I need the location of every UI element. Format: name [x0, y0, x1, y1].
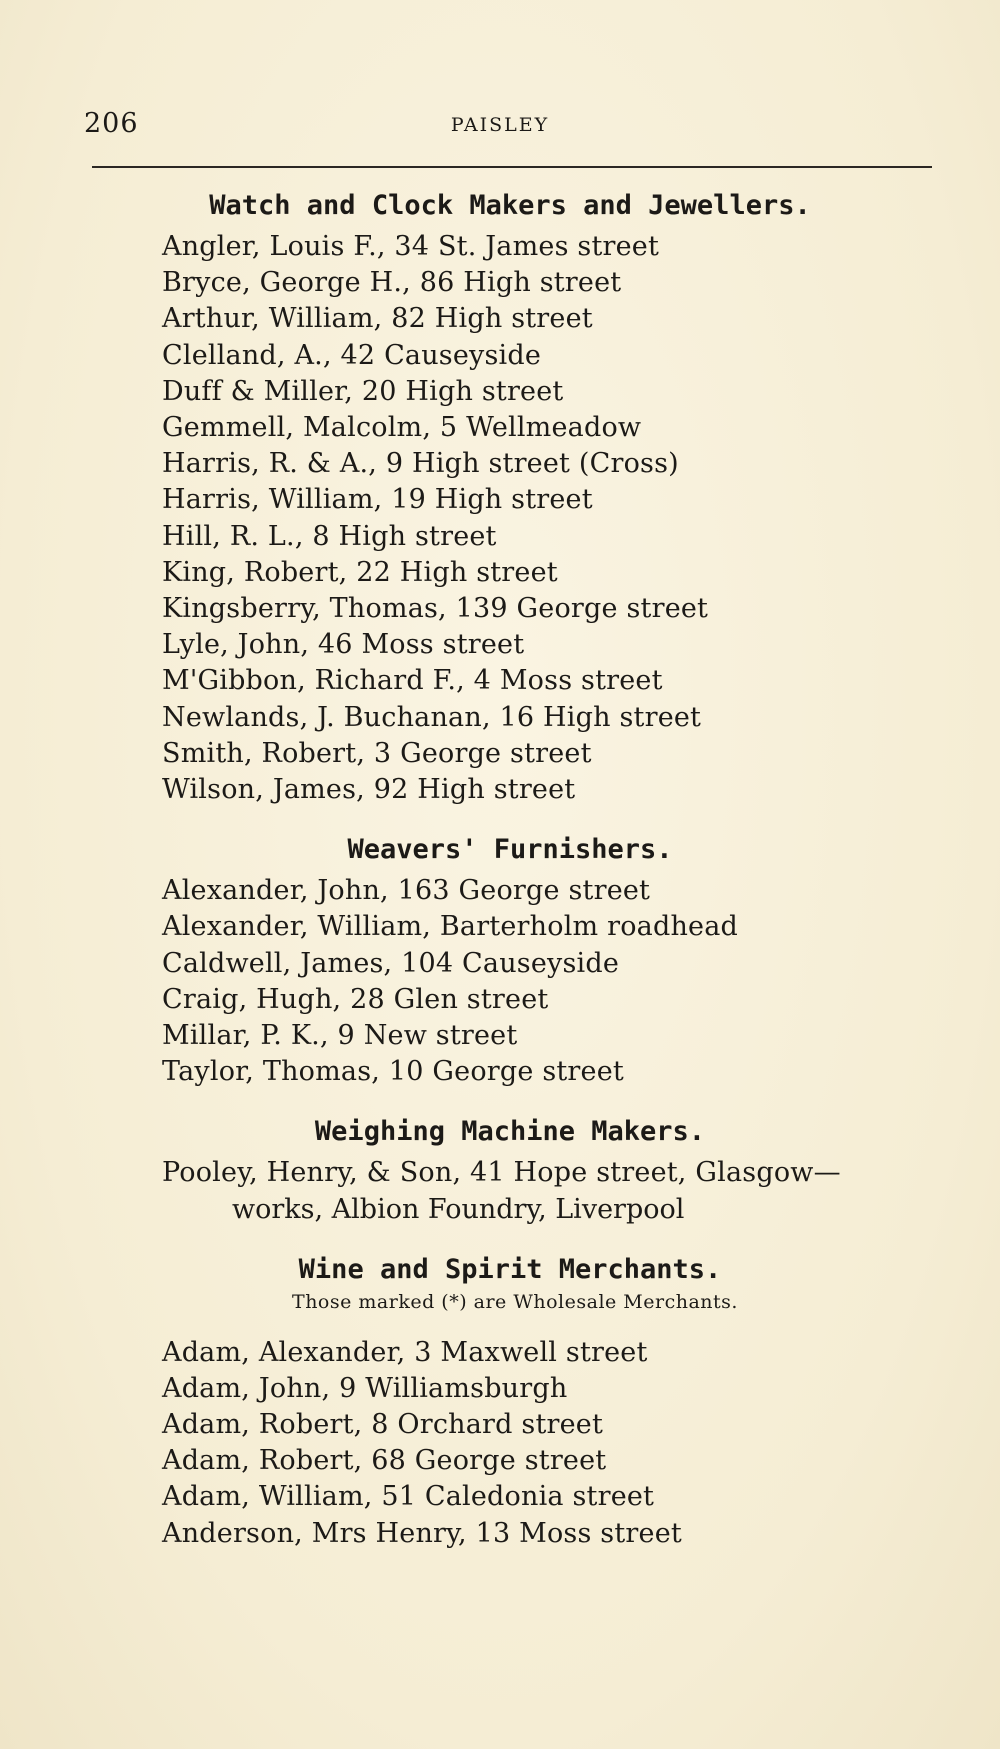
section-watch-clock-makers [0, 190, 1000, 808]
entry-list [0, 1335, 1000, 1552]
section-weighing-machine-makers [0, 1116, 1000, 1227]
directory-content [0, 190, 1000, 1578]
list-item: Anderson, Mrs Henry, 13 Moss street [162, 1517, 682, 1549]
list-item: Gemmell, Malcolm, 5 Wellmeadow [162, 412, 642, 444]
list-item: Harris, William, 19 High street [162, 484, 593, 516]
list-item: King, Robert, 22 High street [162, 556, 558, 588]
section-title: Watch and Clock Makers and Jewellers. [209, 190, 811, 221]
list-item: Smith, Robert, 3 George street [162, 737, 592, 769]
list-item: Adam, Robert, 68 George street [162, 1445, 607, 1477]
list-item-continuation: works, Albion Foundry, Liverpool [232, 1193, 685, 1225]
section-wine-spirit-merchants [0, 1254, 1000, 1552]
section-title: Wine and Spirit Merchants. [298, 1253, 722, 1285]
list-item: Alexander, William, Barterholm roadhead [162, 911, 739, 943]
list-item: Adam, William, 51 Caledonia street [162, 1481, 655, 1513]
entry-list [0, 873, 1000, 1090]
list-item: Adam, Alexander, 3 Maxwell street [162, 1336, 648, 1368]
section-weavers-furnishers [0, 834, 1000, 1090]
list-item: Lyle, John, 46 Moss street [162, 629, 525, 661]
list-item: Adam, Robert, 8 Orchard street [162, 1409, 604, 1441]
page-header [0, 108, 1000, 138]
list-item: Adam, John, 9 Williamsburgh [162, 1372, 568, 1404]
list-item: Alexander, John, 163 George street [162, 875, 651, 907]
list-item: Taylor, Thomas, 10 George street [162, 1056, 624, 1088]
list-item: Harris, R. & A., 9 High street (Cross) [162, 448, 679, 480]
list-item: Craig, Hugh, 28 Glen street [162, 983, 549, 1015]
list-item: Caldwell, James, 104 Causeyside [162, 947, 620, 979]
entry-list [0, 1155, 1000, 1227]
list-item: Millar, P. K., 9 New street [162, 1020, 518, 1052]
section-note: Those marked (*) are Wholesale Merchants. [292, 1290, 738, 1313]
list-item: Angler, Louis F., 34 St. James street [162, 231, 660, 262]
entry-list [0, 229, 1000, 808]
section-title: Weavers' Furnishers. [347, 834, 673, 866]
list-item: Clelland, A., 42 Causeyside [162, 339, 542, 371]
list-item: Hill, R. L., 8 High street [162, 520, 497, 552]
list-item: Bryce, George H., 86 High street [162, 267, 622, 299]
list-item: M'Gibbon, Richard F., 4 Moss street [162, 665, 663, 697]
running-title: PAISLEY [450, 114, 550, 136]
list-item: Newlands, J. Buchanan, 16 High street [162, 701, 702, 733]
header-rule [92, 166, 932, 168]
section-title: Weighing Machine Makers. [314, 1116, 706, 1148]
list-item: Kingsberry, Thomas, 139 George street [162, 593, 709, 625]
list-item: Arthur, William, 82 High street [162, 303, 593, 335]
page-number: 206 [84, 108, 139, 139]
list-item: Duff & Miller, 20 High street [162, 375, 564, 407]
list-item: Wilson, James, 92 High street [162, 774, 576, 806]
list-item: Pooley, Henry, & Son, 41 Hope street, Glasgow— [162, 1157, 841, 1189]
